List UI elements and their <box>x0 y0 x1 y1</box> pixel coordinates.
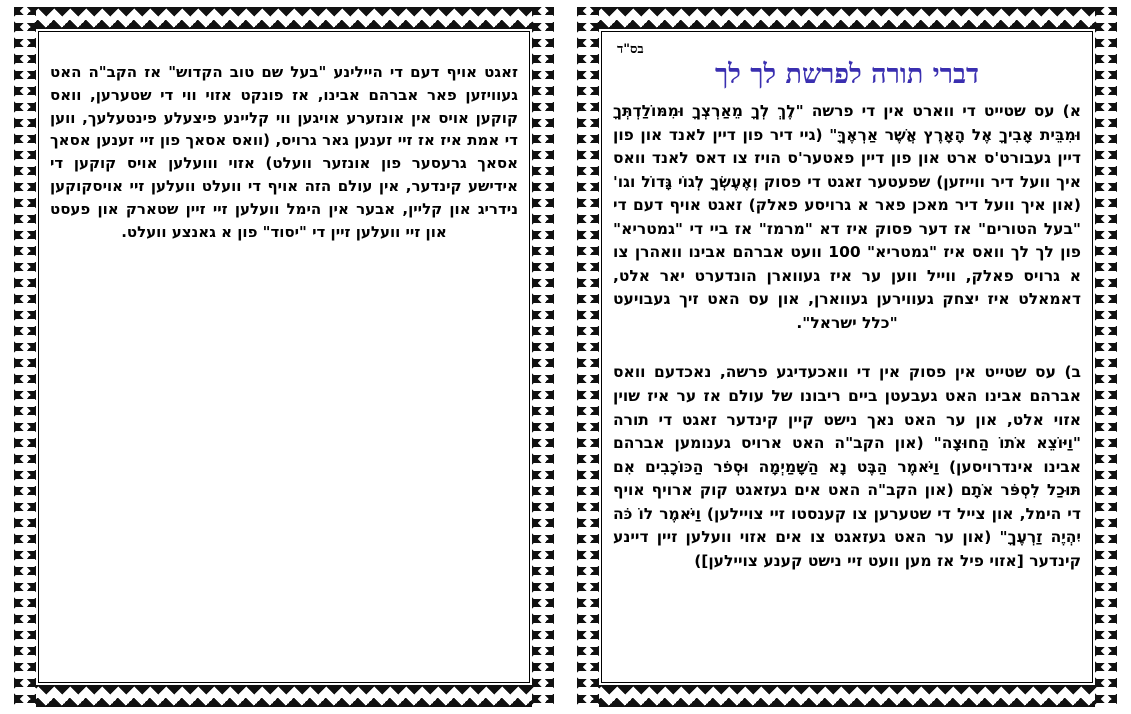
border-band-right <box>1095 7 1117 707</box>
bsd-header: בס"ד <box>617 42 644 57</box>
paragraph-spacer <box>613 349 1081 361</box>
border-band-top <box>577 7 1117 29</box>
border-band-bottom <box>14 685 554 707</box>
paragraph-left-1: זאגט אויף דעם די היילינע "בעל שם טוב הקדוש" אז הקב"ה האט געוויזען פאר אברהם אבינו, אז פונקט אזוי ווי די שטערען, וואס קוקען אויס אין אונזערע אויגען ווי קליינע פיצעלע פינטעלעך, ווען די אמת איז אז זיי זענען גאר גרויס, (וואס אסאך פון זיי זענען אסאך אסאך גרעסער פון אונזער וועלט) אזוי ווועלען אויס קוקען די אידישע קינדער, אין עולם הזה אויף די וועלט וועלען זיי אויסקוקען נידריג און קליין, אבער אין הימל וועלען זיי זיין שטארק און פעסט און זיי וועלען זיין די "יסוד" פון א גאנצע וועלט. <box>50 63 518 241</box>
page-right <box>577 7 1117 707</box>
paragraph-right-2: ב) עס שטייט אין פסוק אין די וואכעדיגע פרשה, נאכדעם וואס אברהם אבינו האט געבעטן ביים ריבונו של עולם אז ער איז שוין אזוי אלט, און ער האט נאך נישט קיין קינדער זאגט די תורה "וַיּוֹצֵא אֹתוֹ הַחוּצָה" (און הקב"ה האט ארויס גענומען אברהם אבינו אינדרויסען) וַיֹּאמֶר הַבֶּט נָא הַשָּׁמַיְמָה וּסְפֹר הַכּוֹכָבִים אִם תּוּכַל לִסְפֹּר אֹתָם (און הקב"ה האט אים געזאגט קוק ארויף אויף די הימל, און צייל די שטערען צו קענסטו זיי צויילען) וַיֹּאמֶר לוֹ כֹּה יִהְיֶה זַרְעֶךָ" (און ער האט געזאגט צו אים אזוי וועלען זיין דיינע קינדער [אזוי פיל אז מען וועט זיי נישט קענע צויילען]) <box>613 363 1081 570</box>
paragraph-right-1: א) עס שטייט די ווארט אין די פרשה "לֶךְ לְךָ מֵאַרְצְךָ וּמִמּוֹלַדְתְּךָ וּמִבֵּית אָבִיךָ אֶל הָאָרֶץ אֲשֶׁר אַרְאֶךָּ" (גיי דיר פון דיין לאנד און פון דיין געבורט'ס ארט און פון דיין פאטער'ס הויז צו דאס לאנד וואס איך וועל דיר ווייזען) שפעטער זאגט די פסוק וְאֶעֶשְׂךָ לְגוֹי גָּדוֹל וגו' (און איך וועל דיר מאכן פאר א גרויסע פאלק) זאגט אויף דעם די "בעל הטורים" אז דער פסוק איז דא "מרמז" אז ביי די "גמטריא" פון לך לך וואס איז "גמטריא" 100 וועט אברהם אבינו וואהרן צו א גרויס פאלק, ווייל ווען ער איז געווארן הונדערט יאר אלט, דאמאלט איז יצחק געווירען געווארן, און עס האט זיך געבויעט "כלל ישראל". <box>613 102 1081 332</box>
border-band-bottom <box>577 685 1117 707</box>
border-band-left <box>577 7 599 707</box>
border-band-left <box>14 7 36 707</box>
border-band-right <box>532 7 554 707</box>
page-right-content <box>613 41 1081 673</box>
border-band-top <box>14 7 554 29</box>
page-left-content <box>50 41 518 673</box>
page-title: דברי תורה לפרשת לך לך <box>714 59 980 90</box>
page-left <box>14 7 554 707</box>
